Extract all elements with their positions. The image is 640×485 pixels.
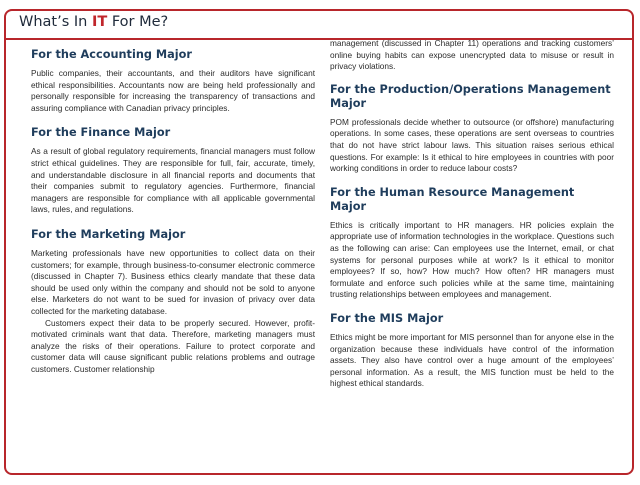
pom-heading: For the Production/Operations Management Major bbox=[330, 82, 611, 110]
marketing-paragraph-continued: management (discussed in Chapter 11) operations and tracking customers’ online buying habits can expose unencrypted data to misuse or result in privacy violations. bbox=[330, 38, 614, 72]
finance-heading: For the Finance Major bbox=[31, 126, 171, 140]
hrm-heading: For the Human Resource Management Major bbox=[330, 185, 575, 213]
finance-paragraph: As a result of global regulatory requirements, financial managers must follow strict ethical guidelines. They are responsible for full, fair, accurate, timely, and understandable disclosure in all financial reports and documents that their companies submit to regulatory agencies. Furthermore, financial managers are responsible for compliance with all applicable governmental laws, rules, and regulations. bbox=[31, 146, 315, 215]
left-column bbox=[31, 36, 315, 375]
pom-paragraph: POM professionals decide whether to outsource (or offshore) manufacturing operations. In some cases, these operations are sent overseas to countries that do not have strict labour laws. This situation raises serious ethical questions. For example: Is it ethical to hire employees in countries with poor working conditions in order to reduce labour costs? bbox=[330, 116, 614, 174]
title-emphasis: IT bbox=[91, 14, 108, 30]
accounting-heading: For the Accounting Major bbox=[31, 48, 192, 61]
hrm-paragraph: Ethics is critically important to HR managers. HR policies explain the appropriate use of information technologies in the workplace. Questions such as the following can arise: Can employees use the Internet, email, or chat systems for personal purposes while at work? Is it ethical to monitor employees? If so, how? How much? How often? HR managers must formulate and enforce such policies while at the same time, maintaining trusting relationships between employees and management. bbox=[330, 219, 614, 300]
title-suffix: For Me? bbox=[107, 14, 169, 30]
mis-paragraph: Ethics might be more important for MIS personnel than for anyone else in the organization because these individuals have control of the information assets. They also have control over a huge amount of the employees’ personal information. As a result, the MIS function must be held to the highest ethical standards. bbox=[330, 331, 614, 389]
marketing-paragraph-1: Marketing professionals have new opportunities to collect data on their customers; for example, through business-to-consumer electronic commerce (discussed in Chapter 7). Business ethics clearly mandate that these data should be used only within the company and should not be sold to anyone else. Marketers do not want to be sued for invasion of privacy over data collected for the marketing database. bbox=[31, 247, 315, 316]
marketing-paragraph-2: Customers expect their data to be properly secured. However, profit-motivated criminals want that data. Therefore, marketing managers must analyze the risks of their operations. Failure to protect corporate and customer data will cause significant public relations problems and outrage customers. Customer relationship bbox=[31, 317, 315, 374]
accounting-paragraph: Public companies, their accountants, and their auditors have significant ethical responsibilities. Accountants now are being held professionally and personally responsible for increasing the transparency of transactions and assuring compliance with Canadian privacy principles. bbox=[31, 68, 315, 113]
marketing-heading: For the Marketing Major bbox=[31, 227, 186, 241]
feature-box-title bbox=[19, 14, 168, 30]
mis-heading: For the MIS Major bbox=[330, 311, 444, 325]
right-column bbox=[330, 38, 614, 390]
title-prefix: What’s In bbox=[19, 14, 92, 30]
